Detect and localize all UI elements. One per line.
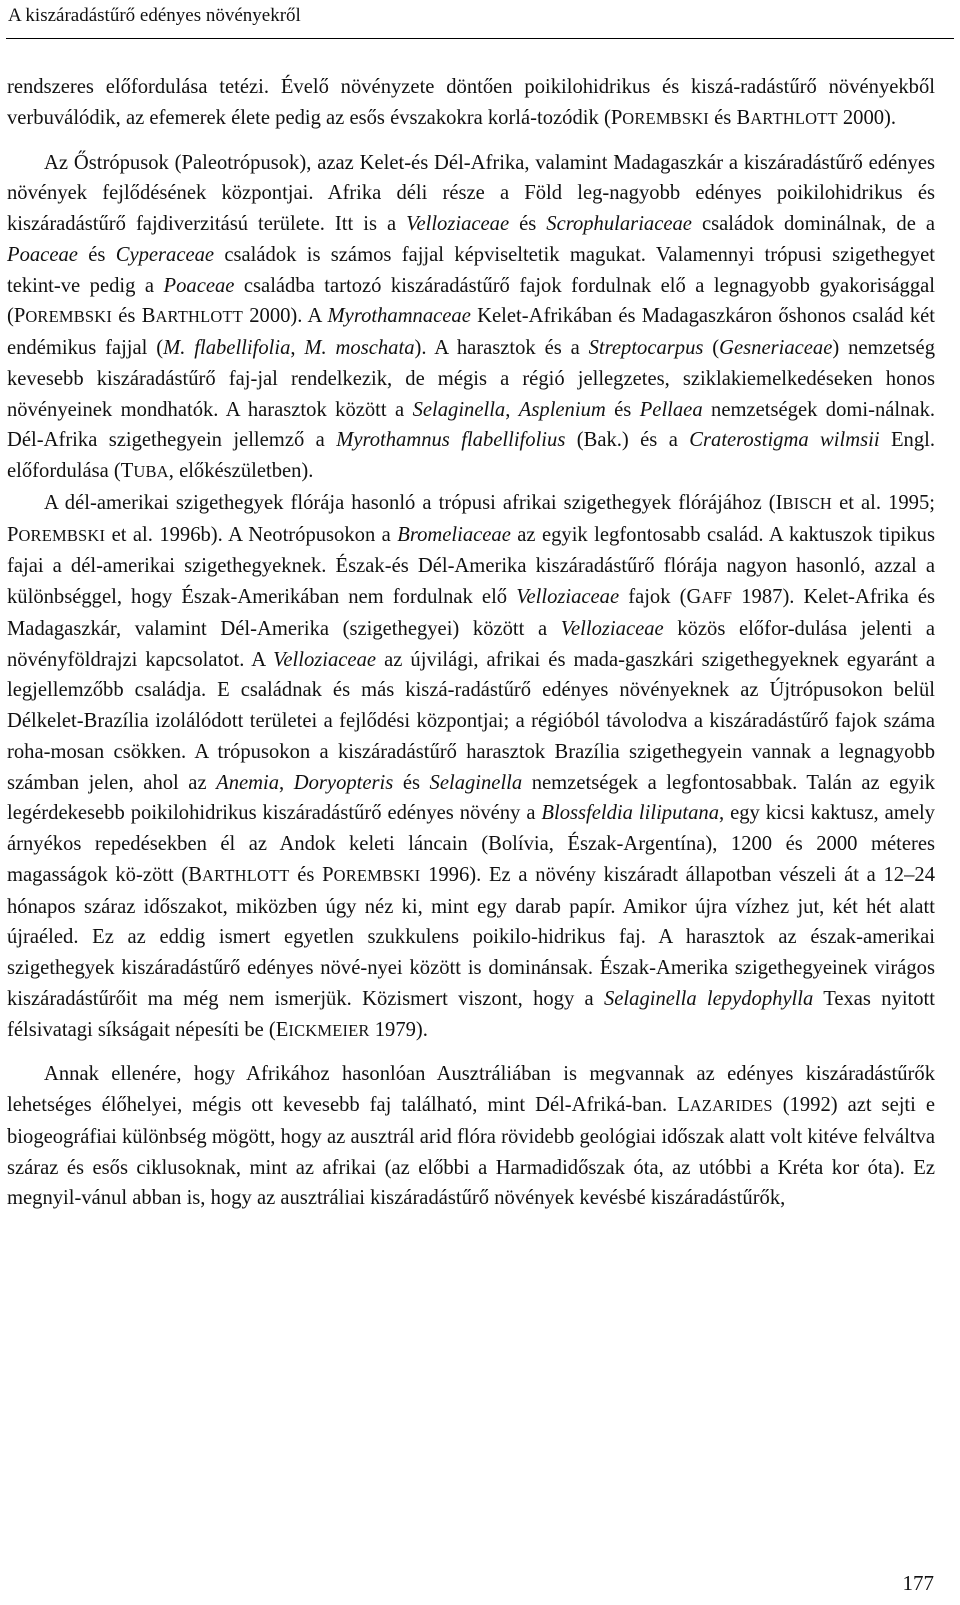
taxon-name: Gesneriaceae xyxy=(719,337,833,359)
taxon-name: Velloziaceae xyxy=(560,617,664,640)
text-run: családok is számos fajjal képviseltetik magukat. Valamennyi trópusi szigethegyet tekint-ve pedig a xyxy=(7,243,936,297)
author-name: P xyxy=(610,106,623,129)
author-name: I xyxy=(775,491,783,514)
text-run: Kelet-Afrikában és Madagaszkáron őshonos család két endémikus fajjal ( xyxy=(7,305,935,359)
text-run: az egyik legfontosabb család. A kaktuszok tipikus fajai a dél-amerikai szigethegyeknek. Észak-és Dél-Amerika kiszáradástűrő flórája nagyon hasonló, azzal a különbséggel, hogy Észak-Amerikában nem fordulnak elő xyxy=(7,523,935,608)
text-run: rendszeres előfordulása tetézi. Évelő növényzete döntően poikilohidrikus és kiszá-radástűrő növényekből verbuválódik, az efemerek élete pedig az esős évszakokra korlá-tozódik ( xyxy=(7,76,935,129)
author-name: B xyxy=(141,305,156,328)
text-run: és xyxy=(393,771,430,794)
text-run: Annak ellenére, hogy Afrikához hasonlóan Ausztráliában is megvannak az edényes kiszáradástűrők lehetséges élőhelyei, mégis ott kevesebb faj található, mint Dél-Afriká-ban. xyxy=(7,1063,935,1116)
paragraph-3 xyxy=(7,488,935,1047)
taxon-name: Selaginella xyxy=(429,771,523,794)
text-run: ). A harasztok és a xyxy=(414,337,589,359)
taxon-name: Selaginella lepydophylla xyxy=(603,987,814,1010)
author-name: ICKMEIER xyxy=(288,1020,370,1040)
author-name: B xyxy=(736,106,751,129)
text-run: ) nemzetség kevesebb kiszáradástűrő faj-jal rendelkezik, de mégis a régió jellegzetes, sziklakiemelkedéseken honos növényeinek mondhatók. A harasztok között a xyxy=(7,337,935,421)
text-run: családba tartozó kiszáradástűrő fajok fordulnak elő a legnagyobb gyakorisággal ( xyxy=(7,274,935,328)
paragraph-1 xyxy=(7,72,935,135)
author-name: T xyxy=(120,460,134,482)
author-name: UBA xyxy=(133,462,169,481)
text-run: A dél-amerikai szigethegyek flórája hasonló a trópusi afrikai szigethegyek flórájához ( xyxy=(44,491,776,514)
author-name: OREMBSKI xyxy=(622,108,709,128)
taxon-name: Bromeliaceae xyxy=(397,523,511,546)
taxon-name: Velloziaceae xyxy=(273,648,377,671)
author-name: P xyxy=(7,523,19,546)
taxon-name: Myrothamnaceae xyxy=(327,305,471,328)
taxon-name: Blossfeldia liliputana xyxy=(541,802,719,825)
text-run: 1987). Kelet-Afrika és Madagaszkár, valamint Dél-Amerika (szigethegyei) között a xyxy=(7,586,935,640)
author-name: B xyxy=(188,863,203,886)
text-run: és xyxy=(708,106,737,129)
text-run: és xyxy=(112,305,142,328)
author-name: AZARIDES xyxy=(689,1096,773,1115)
text-run: fajok ( xyxy=(619,586,687,608)
text-run: , xyxy=(505,398,519,421)
author-name: BISCH xyxy=(782,493,833,513)
taxon-name: M. moschata xyxy=(304,337,415,359)
page-body xyxy=(7,72,935,1214)
text-run: 2000). xyxy=(837,106,897,129)
author-name: P xyxy=(322,863,334,886)
text-run: nemzetségek a legfontosabbak. Talán az egyik legérdekesebb poikilohidrikus kiszáradástűrő edényes növény a xyxy=(7,771,935,825)
text-run: , egy kicsi kaktusz, amely árnyékos repedésekben él az Andok keleti láncain (Bolívia, Észak-Argentína), 1200 és 2000 méteres magasságok kö-zött ( xyxy=(7,802,935,886)
taxon-name: Poaceae xyxy=(163,274,235,297)
header-rule xyxy=(6,38,954,39)
author-name: OREMBSKI xyxy=(333,865,421,885)
text-run: 2000). A xyxy=(242,305,328,328)
taxon-name: Poaceae xyxy=(7,243,78,266)
text-run: (1992) azt sejti e biogeográfiai különbség mögött, hogy az ausztrál arid flóra rövidebb geológiai időszak alatt volt kitéve felváltva száraz és esős ciklusoknak, mint az afrikai (az előbbi a Harmadidőszak óta, az utóbbi a Kréta kor óta). Ez megnyil-vánul abban is, hogy az ausztráliai kiszáradástűrő növények kevésbé kiszáradástűrők, xyxy=(7,1094,935,1210)
text-run: Engl. előfordulása ( xyxy=(7,429,936,482)
author-name: E xyxy=(275,1018,289,1041)
text-run: és xyxy=(77,243,116,266)
page-number: 177 xyxy=(902,1571,934,1595)
author-name: OREMBSKI xyxy=(25,307,113,327)
text-run: , xyxy=(290,337,305,359)
text-run: nemzetségek domi-nálnak. Dél-Afrika szigethegyein jellemző a xyxy=(7,398,936,452)
text-run: Texas nyitott félsivatagi síkságait népesíti be ( xyxy=(7,987,936,1041)
text-run: , előkészületben). xyxy=(168,460,314,482)
taxon-name: Velloziaceae xyxy=(406,213,510,235)
taxon-name: Velloziaceae xyxy=(516,586,620,608)
paragraph-2 xyxy=(7,148,935,488)
text-run: et al. 1996b). A Neotrópusokon a xyxy=(105,523,398,546)
author-name: ARTHLOTT xyxy=(155,307,243,327)
taxon-name: Cyperaceae xyxy=(115,243,215,266)
taxon-name: Craterostigma wilmsii xyxy=(689,429,880,452)
text-run: az újvilági, afrikai és mada-gaszkári szigethegyeknek egyaránt a legjellemzőbb családja. E családnak és más kiszá-radástűrő edényes növényeknek az Újtrópusokon belül Délkelet-Brazília izolálódott területei a fejlődési központjai; a régióból távolodva a kiszáradástűrő fajok száma roha-mosan csökken. A trópusokon a kiszáradástűrő harasztok Brazília szigethegyein vannak a legnagyobb számban jelen, ahol az xyxy=(7,648,935,794)
author-name: L xyxy=(677,1094,690,1116)
author-name: OREMBSKI xyxy=(18,525,106,545)
taxon-name: Asplenium xyxy=(518,398,606,421)
taxon-name: Streptocarpus xyxy=(588,337,704,359)
taxon-name: Selaginella xyxy=(412,398,506,421)
author-name: P xyxy=(13,305,26,328)
text-run: és xyxy=(509,213,547,235)
text-run: 1979). xyxy=(369,1018,428,1041)
author-name: ARTHLOTT xyxy=(750,108,838,128)
text-run: (Bak.) és a xyxy=(565,429,690,452)
text-run: családok dominálnak, de a xyxy=(691,213,935,235)
paragraph-4 xyxy=(7,1059,935,1214)
author-name: G xyxy=(686,586,702,608)
text-run: et al. 1995; xyxy=(832,491,936,514)
text-run: Az Őstrópusok (Paleotrópusok), azaz Kelet-és Dél-Afrika, valamint Madagaszkár a kiszáradástűrő edényes növények fejlődésének központjai. Afrika déli része a Föld leg-nagyobb edényes poikilohidrikus és kiszáradástűrő fajdiverzitású területe. Itt is a xyxy=(7,151,935,235)
taxon-name: Pellaea xyxy=(639,398,703,421)
text-run: ( xyxy=(703,337,720,359)
author-name: ARTHLOTT xyxy=(202,865,290,885)
taxon-name: Myrothamnus flabellifolius xyxy=(336,429,566,452)
text-run: és xyxy=(605,398,640,421)
text-run: 1996). Ez a növény kiszáradt állapotban vészeli át a 12–24 hónapos száraz időszakot, miközben úgy néz ki, mint egy darab papír. Amikor újra vízhez jut, két hét alatt újraéled. Ez az eddig ismert egyetlen szukkulens poikilo-hidrikus faj. A harasztok az észak-amerikai szigethegyek kiszáradástűrő edényes növé-nyei között is dominánsak. Észak-Amerika szigethegyeinek virágos kiszáradástűrőit ma még nem ismerjük. Közismert viszont, hogy a xyxy=(7,863,935,1010)
taxon-name: Doryopteris xyxy=(293,771,394,794)
text-run: közös előfor-dulása jelenti a növényföldrajzi kapcsolatot. A xyxy=(7,617,935,671)
taxon-name: M. flabellifolia xyxy=(163,337,291,359)
taxon-name: Scrophulariaceae xyxy=(546,213,692,235)
text-run: , xyxy=(279,771,294,794)
running-head: A kiszáradástűrő edényes növényekről xyxy=(8,5,301,26)
taxon-name: Anemia xyxy=(216,771,280,794)
author-name: AFF xyxy=(701,588,733,607)
text-run: és xyxy=(289,863,323,886)
